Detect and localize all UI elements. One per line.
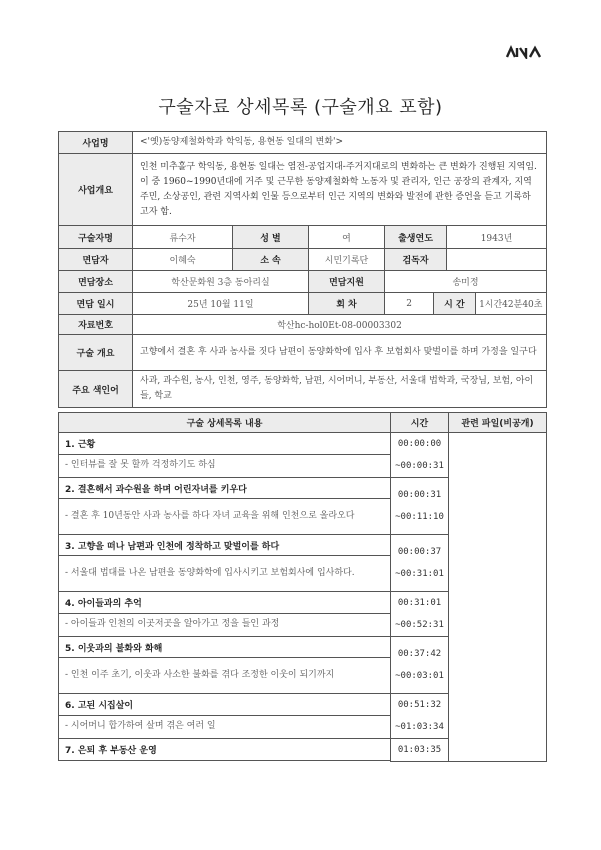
record-id: 학산hc-hol0Et-08-00003302 <box>133 315 547 335</box>
keywords: 사과, 과수원, 농사, 인천, 영주, 동양화학, 남편, 시어머니, 부동산, 서울대 법학과, 국장님, 보험, 아이들, 학교 <box>133 371 547 408</box>
support-label: 면담지원 <box>309 271 385 293</box>
record-id-label: 자료번호 <box>59 315 133 335</box>
section-start-time: 00:37:42 <box>397 649 442 659</box>
interview-summary: 고향에서 결혼 후 사과 농사를 짓다 남편이 동양화학에 입사 후 보험회사 맞벌이를 하며 가정을 일구다 <box>133 335 547 371</box>
detail-content-header: 구술 상세목록 내용 <box>59 413 391 433</box>
overview-label: 사업개요 <box>59 154 133 226</box>
section-time <box>391 535 449 592</box>
section-title: 1. 근황 <box>59 433 391 455</box>
narrator-name: 류수자 <box>133 226 233 249</box>
section-description: - 시어머니 합가하여 살며 겪은 여러 일 <box>59 715 391 738</box>
section-time <box>391 694 449 739</box>
section-title: 4. 아이들과의 추억 <box>59 592 391 614</box>
affiliation-label: 소 속 <box>233 249 309 271</box>
section-title: 6. 고된 시집살이 <box>59 694 391 716</box>
related-files-cell <box>449 433 547 762</box>
section-description: - 결혼 후 10년동안 사과 농사를 하다 자녀 교육을 위해 인천으로 올라오다 <box>59 499 391 535</box>
section-title: 2. 결혼해서 과수원을 하며 어린자녀를 키우다 <box>59 478 391 499</box>
archive-logo-icon <box>505 45 545 59</box>
interview-date: 25년 10월 11일 <box>133 293 309 315</box>
reviewer-label: 검독자 <box>385 249 447 271</box>
interviewer-name: 이혜숙 <box>133 249 233 271</box>
section-end-time: ~00:52:31 <box>395 620 444 630</box>
gender-label: 성 별 <box>233 226 309 249</box>
interviewer-label: 면담자 <box>59 249 133 271</box>
section-description: - 아이들과 인천의 이곳저곳을 알아가고 정을 들인 과정 <box>59 613 391 636</box>
section-time <box>391 478 449 535</box>
section-start-time: 00:31:01 <box>397 598 442 608</box>
section-time <box>391 592 449 637</box>
project-overview: 인천 미추홀구 학익동, 용현동 일대는 염전-공업지대-주거지대로의 변화하는 큰 변화가 진행된 지역임. 이 중 1960~1990년대에 거주 및 근무한 동양제철화학 노동자 및 관리자, 인근 공장의 관계자, 지역주민, 소상공인, 관련 지역사회 인물 등으로부터 인근 지역의 변화와 발전에 관한 증언을 듣고 기록하고자 함. <box>133 154 547 226</box>
section-end-time: ~00:03:01 <box>395 671 444 681</box>
section-time <box>391 739 449 762</box>
section-end-time: ~01:03:34 <box>395 722 444 732</box>
section-description: - 인천 이주 초기, 이웃과 사소한 불화를 겪다 조정한 이웃이 되기까지 <box>59 658 391 694</box>
section-start-time: 00:00:31 <box>397 490 442 500</box>
section-end-time: ~00:00:31 <box>395 461 444 471</box>
summary-label: 구술 개요 <box>59 335 133 371</box>
detail-list-table <box>58 412 547 762</box>
session-number: 2 <box>385 293 434 314</box>
section-title: 5. 이웃과의 불화와 화해 <box>59 637 391 658</box>
section-start-time: 00:00:37 <box>397 547 442 557</box>
interview-place: 학산문화원 3층 동아리실 <box>133 271 309 293</box>
detail-files-header: 관련 파일(비공개) <box>449 413 547 433</box>
section-title: 3. 고향을 떠나 남편과 인천에 정착하고 맞벌이를 하다 <box>59 535 391 556</box>
birth-year-value: 1943년 <box>447 226 547 249</box>
support-name: 송미정 <box>385 271 547 293</box>
gender-value: 여 <box>309 226 385 249</box>
section-time <box>391 637 449 694</box>
place-label: 면담장소 <box>59 271 133 293</box>
project-name: <'옛)동양제철화학과 학익동, 용현동 일대의 변화'> <box>133 132 547 154</box>
section-time <box>391 433 449 478</box>
section-start-time: 00:00:00 <box>397 439 442 449</box>
reviewer-value <box>447 249 547 271</box>
detail-time-header: 시간 <box>391 413 449 433</box>
duration-label: 시 간 <box>434 293 475 314</box>
affiliation-value: 시민기록단 <box>309 249 385 271</box>
page-title: 구술자료 상세목록 (구술개요 포함) <box>158 97 443 118</box>
interview-info-table <box>58 131 547 408</box>
section-description <box>59 761 391 762</box>
section-description: - 서울대 법대를 나온 남편을 동양화학에 입사시키고 보험회사에 입사하다. <box>59 556 391 592</box>
section-start-time: 00:51:32 <box>397 700 442 710</box>
date-label: 면담 일시 <box>59 293 133 315</box>
session-label: 회 차 <box>309 293 385 315</box>
project-label: 사업명 <box>59 132 133 154</box>
section-end-time: ~00:11:10 <box>395 512 444 522</box>
keywords-label: 주요 색인어 <box>59 371 133 408</box>
birth-year-label: 출생연도 <box>385 226 447 249</box>
interview-duration: 1시간42분40초 <box>479 300 543 310</box>
section-start-time: 01:03:35 <box>397 745 442 755</box>
narrator-label: 구술자명 <box>59 226 133 249</box>
section-end-time: ~00:31:01 <box>395 569 444 579</box>
section-description: - 인터뷰를 잘 못 할까 걱정하기도 하심 <box>59 454 391 477</box>
section-title: 7. 은퇴 후 부동산 운영 <box>59 739 391 761</box>
